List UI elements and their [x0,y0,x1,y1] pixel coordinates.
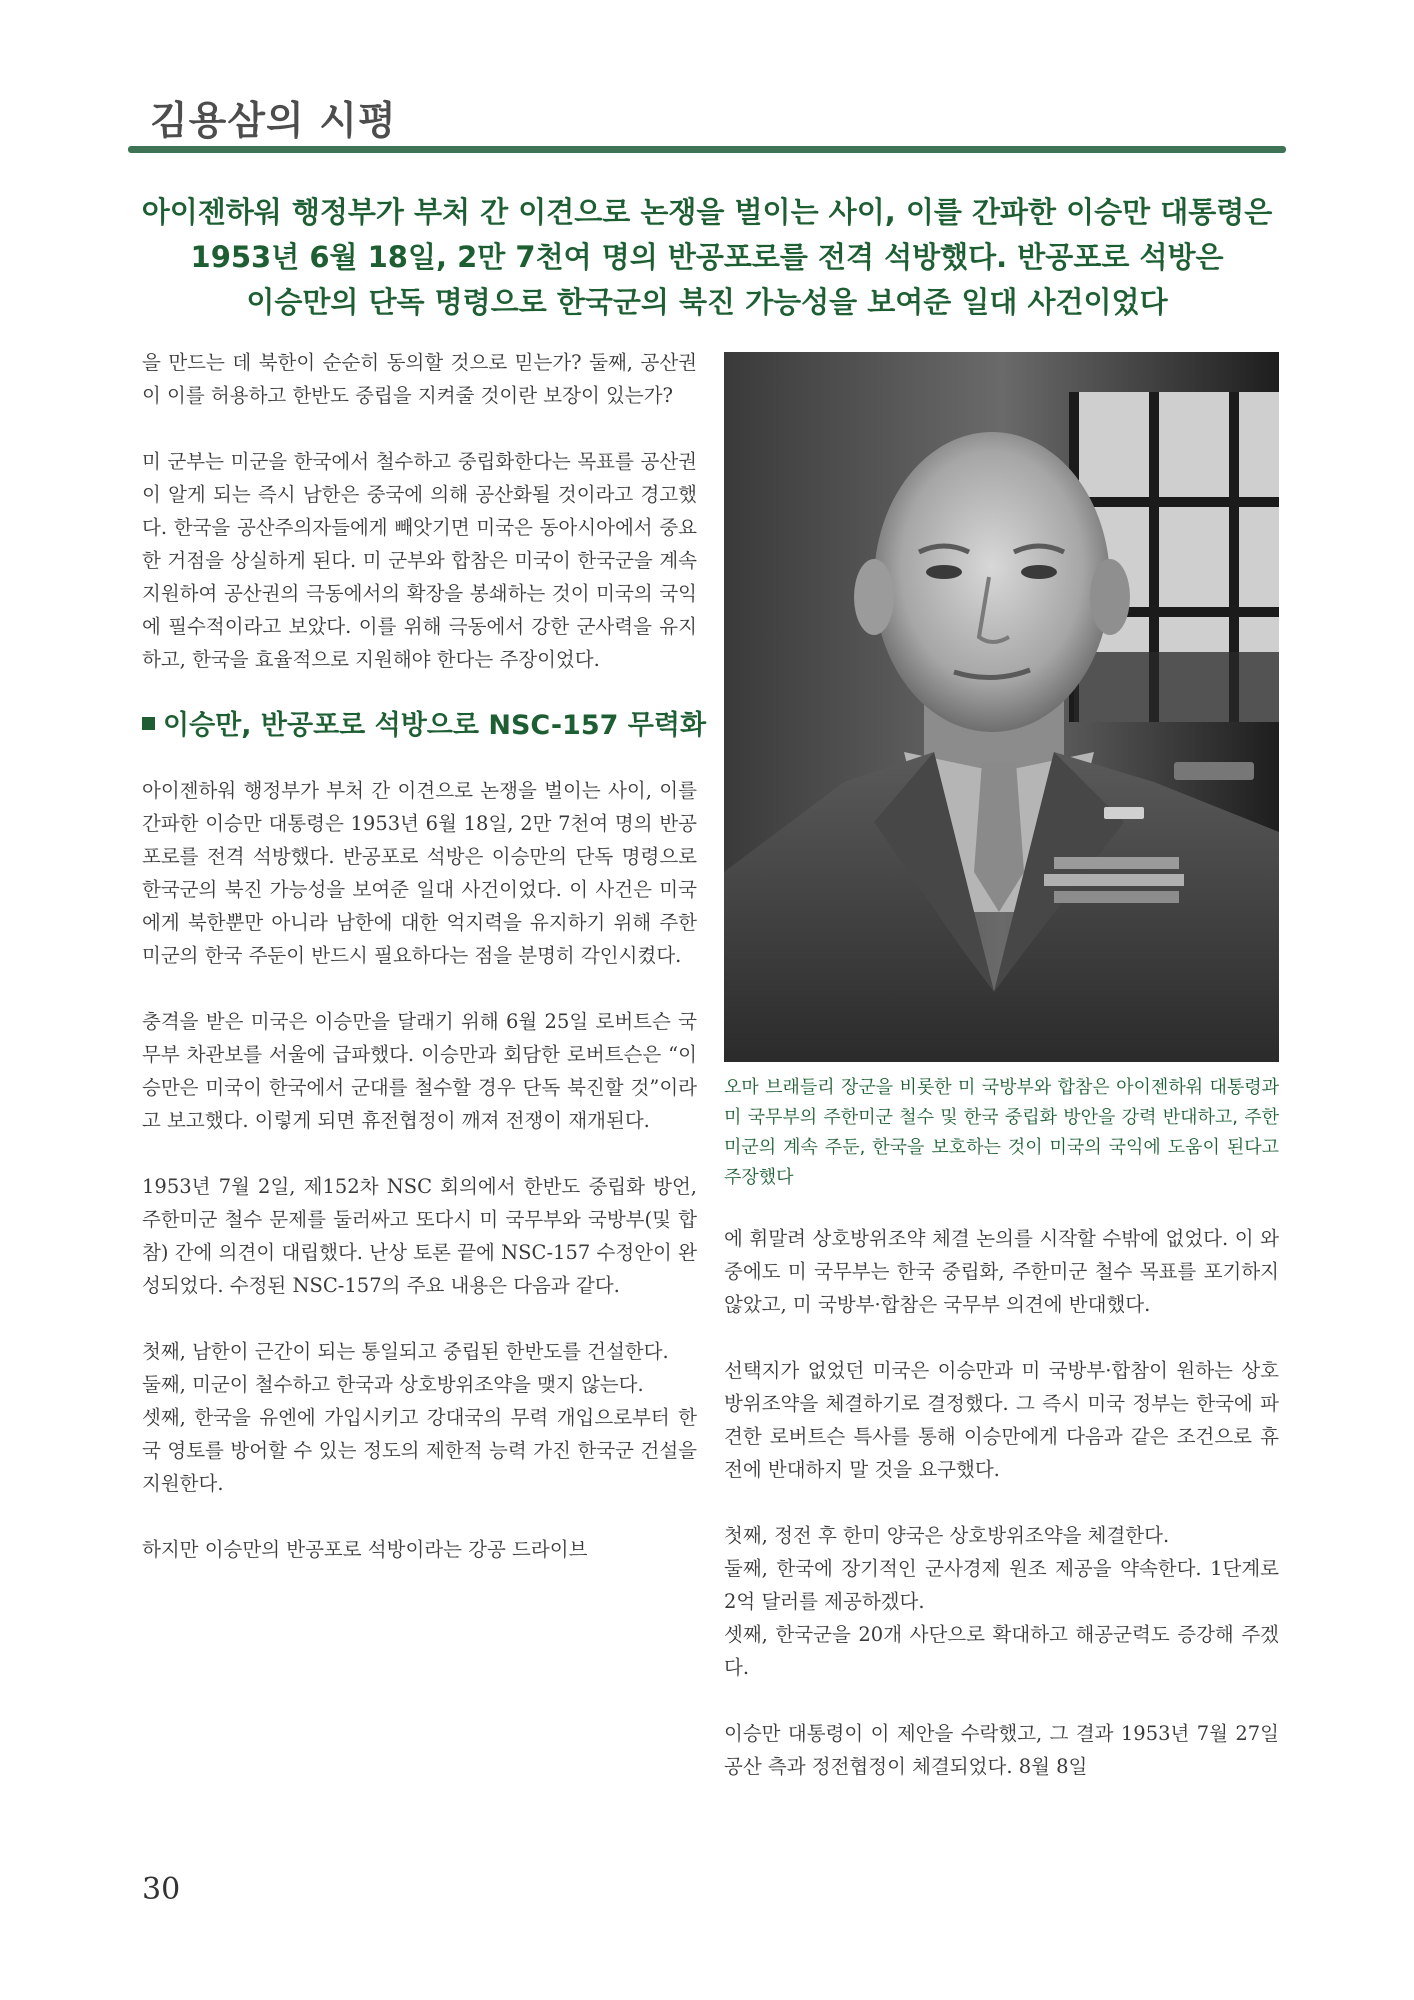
paragraph: 을 만드는 데 북한이 순순히 동의할 것으로 믿는가? 둘째, 공산권이 이를 허용하고 한반도 중립을 지켜줄 것이란 보장이 있는가? [142,351,697,407]
right-column [724,1222,1279,1783]
paragraph: 미 군부는 미군을 한국에서 철수하고 중립화한다는 목표를 공산권이 알게 되는 즉시 남한은 중국에 의해 공산화될 것이라고 경고했다. 한국을 공산주의자들에게 빼앗기면 미국은 동아시아에서 중요한 거점을 상실하게 된다. 미 군부와 합참은 미국이 한국군을 계속 지원하여 공산권의 극동에서의 확장을 봉쇄하는 것이 미국의 국익에 필수적이라고 보았다. 이를 위해 극동에서 강한 군사력을 유지하고, 한국을 효율적으로 지원해야 한다는 주장이었다. [142,450,697,671]
section-title: 김용삼의 시평 [150,99,397,144]
header-divider [128,146,1286,153]
page-number: 30 [142,1872,181,1907]
paragraph: 1953년 7월 2일, 제152차 NSC 회의에서 한반도 중립화 방언, 주한미군 철수 문제를 둘러싸고 또다시 미 국무부와 국방부(및 합참) 간에 의견이 대립했다. 난상 토론 끝에 NSC-157 수정안이 완성되었다. 수정된 NSC-157의 주요 내용은 다음과 같다. [142,1175,697,1297]
lead-line-1: 아이젠하워 행정부가 부처 간 이견으로 논쟁을 벌이는 사이, 이를 간파한 이승만 대통령은 [141,195,1273,229]
list-item: 셋째, 한국군을 20개 사단으로 확대하고 해공군력도 증강해 주겠다. [724,1623,1279,1679]
list-item: 둘째, 미군이 철수하고 한국과 상호방위조약을 맺지 않는다. [142,1373,644,1396]
list-item: 첫째, 정전 후 한미 양국은 상호방위조약을 체결한다. [724,1524,1170,1547]
paragraph: 하지만 이승만의 반공포로 석방이라는 강공 드라이브 [142,1538,588,1561]
lead-line-2: 1953년 6월 18일, 2만 7천여 명의 반공포로를 전격 석방했다. 반공포로 석방은 [190,240,1224,274]
list-item: 둘째, 한국에 장기적인 군사경제 원조 제공을 약속한다. 1단계로 2억 달러를 제공하겠다. [724,1557,1279,1613]
paragraph: 선택지가 없었던 미국은 이승만과 미 국방부·합참이 원하는 상호방위조약을 체결하기로 결정했다. 그 즉시 미국 정부는 한국에 파견한 로버트슨 특사를 통해 이승만에게 다음과 같은 조건으로 휴전에 반대하지 말 것을 요구했다. [724,1359,1279,1481]
lead-summary [128,190,1286,325]
list-item: 셋째, 한국을 유엔에 가입시키고 강대국의 무력 개입으로부터 한국 영토를 방어할 수 있는 정도의 제한적 능력 가진 한국군 건설을 지원한다. [142,1406,697,1495]
lead-line-3: 이승만의 단독 명령으로 한국군의 북진 가능성을 보여준 일대 사건이었다 [246,285,1168,319]
left-column [142,346,707,1566]
paragraph: 이승만 대통령이 이 제안을 수락했고, 그 결과 1953년 7월 27일 공산 측과 정전협정이 체결되었다. 8월 8일 [724,1722,1279,1778]
list-item: 첫째, 남한이 근간이 되는 통일되고 중립된 한반도를 건설한다. [142,1340,669,1363]
subheading-text: 이승만, 반공포로 석방으로 NSC-157 무력화 [163,710,707,741]
portrait-photo [724,352,1279,1062]
subheading [142,706,707,746]
paragraph: 충격을 받은 미국은 이승만을 달래기 위해 6월 25일 로버트슨 국무부 차관보를 서울에 급파했다. 이승만과 회담한 로버트슨은 “이승만은 미국이 한국에서 군대를 철수할 경우 단독 북진할 것”이라고 보고했다. 이렇게 되면 휴전협정이 깨져 전쟁이 재개된다. [142,1010,697,1132]
paragraph: 에 휘말려 상호방위조약 체결 논의를 시작할 수밖에 없었다. 이 와중에도 미 국무부는 한국 중립화, 주한미군 철수 목표를 포기하지 않았고, 미 국방부·합참은 국무부 의견에 반대했다. [724,1227,1279,1316]
portrait-photo-general-icon [724,352,1279,1062]
photo-caption: 오마 브래들리 장군을 비롯한 미 국방부와 합참은 아이젠하워 대통령과 미 국무부의 주한미군 철수 및 한국 중립화 방안을 강력 반대하고, 주한미군의 계속 주둔, 한국을 보호하는 것이 미국의 국익에 도움이 된다고 주장했다 [724,1077,1279,1188]
paragraph: 아이젠하워 행정부가 부처 간 이견으로 논쟁을 벌이는 사이, 이를 간파한 이승만 대통령은 1953년 6월 18일, 2만 7천여 명의 반공포로를 전격 석방했다. 반공포로 석방은 이승만의 단독 명령으로 한국군의 북진 가능성을 보여준 일대 사건이었다. 이 사건은 미국에게 북한뿐만 아니라 남한에 대한 억지력을 유지하기 위해 주한미군의 한국 주둔이 반드시 필요하다는 점을 분명히 각인시켰다. [142,779,697,967]
square-bullet-icon [142,717,155,730]
